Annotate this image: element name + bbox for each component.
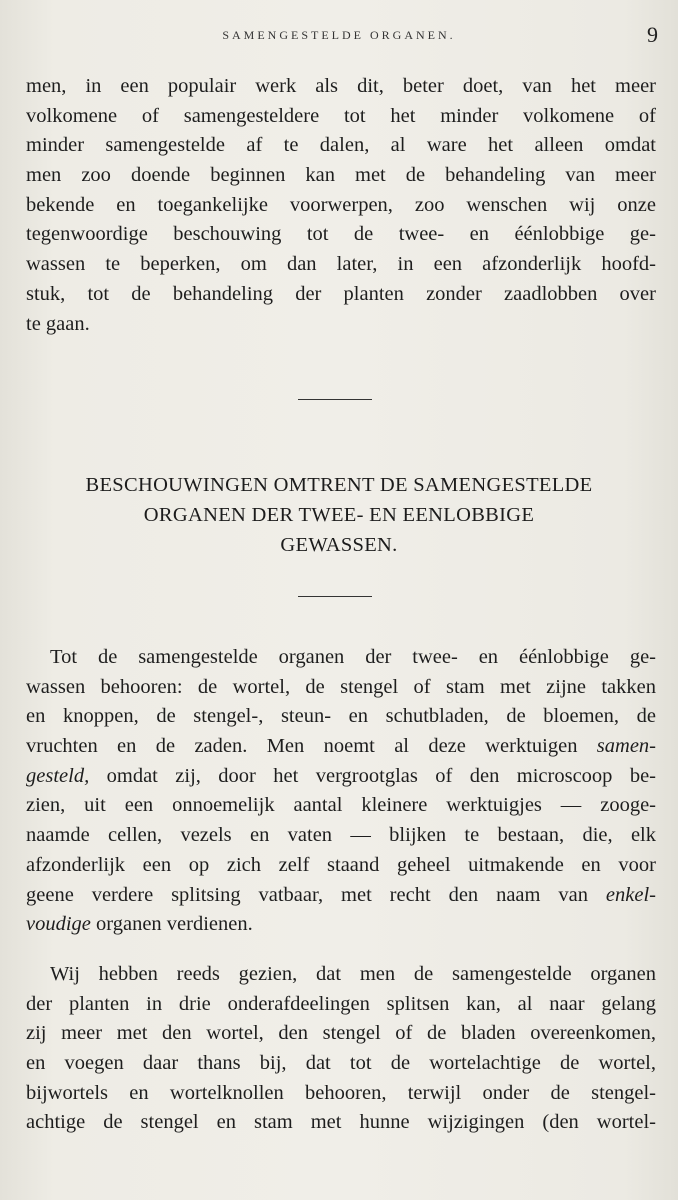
italic-term: enkel- [605,883,656,906]
text-line [26,762,656,792]
text-line: stuk, tot de behandeling der planten zonder zaadlobben over [26,282,656,305]
text-line: volkomene of samengesteldere tot het minder volkomene of [26,104,656,127]
text-line [26,910,656,940]
text-line: men, in een populair werk als dit, beter doet, van het meer [26,75,656,97]
page-number: 9 [647,22,658,47]
running-head [20,22,658,46]
text-line: zij meer met den wortel, den stengel of de bladen overeenkomen, [26,1022,656,1045]
text-line: minder samengestelde af te dalen, al ware het alleen omdat [26,134,656,157]
text-line: te gaan. [26,312,90,335]
text-line: zien, uit een onnoemelijk aantal kleinere werktuigjes — zooge- [26,794,656,817]
paragraph-subdivisions [26,960,656,1138]
paragraph-continuation [26,72,656,339]
heading-line: ORGANEN DER TWEE- EN EENLOBBIGE [143,504,535,526]
text-line: achtige de stengel en stam met hunne wijzigingen (den wortel- [26,1111,656,1134]
text-line: naamde cellen, vezels en vaten — blijken te bestaan, die, elk [26,824,656,847]
text-line: en knoppen, de stengel-, steun- en schutbladen, de bloemen, de [26,705,656,728]
running-title: SAMENGESTELDE ORGANEN. [222,28,456,42]
text-line: tegenwoordige beschouwing tot de twee- en éénlobbige ge- [26,223,656,246]
text-line: afzonderlijk een op zich zelf staand geheel uitmakende en voor [26,853,656,876]
text-line: Tot de samengestelde organen der twee- en éénlobbige ge- [50,646,656,668]
italic-term: samen- [596,735,657,758]
text-line: bijwortels en wortelknollen behooren, terwijl onder de stengel- [26,1081,656,1104]
heading-line: BESCHOUWINGEN OMTRENT DE SAMENGESTELDE [85,474,593,496]
text-line [26,881,656,911]
section-divider-top [298,399,372,400]
text-line: Wij hebben reeds gezien, dat men de samengestelde organen [50,963,656,985]
italic-term: gesteld, [26,764,90,787]
text-segment: geene verdere splitsing vatbaar, met recht den naam van [26,883,588,906]
text-segment: organen verdienen. [96,913,253,936]
text-line: men zoo doende beginnen kan met de behandeling van meer [26,164,656,187]
text-segment: omdat zij, door het vergrootglas of den microscoop be- [106,764,657,787]
text-line: der planten in drie onderafdeelingen splitsen kan, al naar gelang [26,992,656,1015]
text-line: wassen te beperken, om dan later, in een afzonderlijk hoofd- [26,253,656,276]
section-divider-bottom [298,596,372,597]
text-line: en voegen daar thans bij, dat tot de wortelachtige de wortel, [26,1052,656,1075]
text-line: bekende en toegankelijke voorwerpen, zoo wenschen wij onze [26,193,656,216]
text-line [26,732,656,762]
section-heading [30,470,648,560]
text-line: wassen behooren: de wortel, de stengel of stam met zijne takken [26,675,656,698]
italic-term: voudige [26,913,91,936]
heading-line: GEWASSEN. [280,534,398,556]
paragraph-organs [26,643,656,940]
text-segment: vruchten en de zaden. Men noemt al deze werktuigen [26,735,578,758]
